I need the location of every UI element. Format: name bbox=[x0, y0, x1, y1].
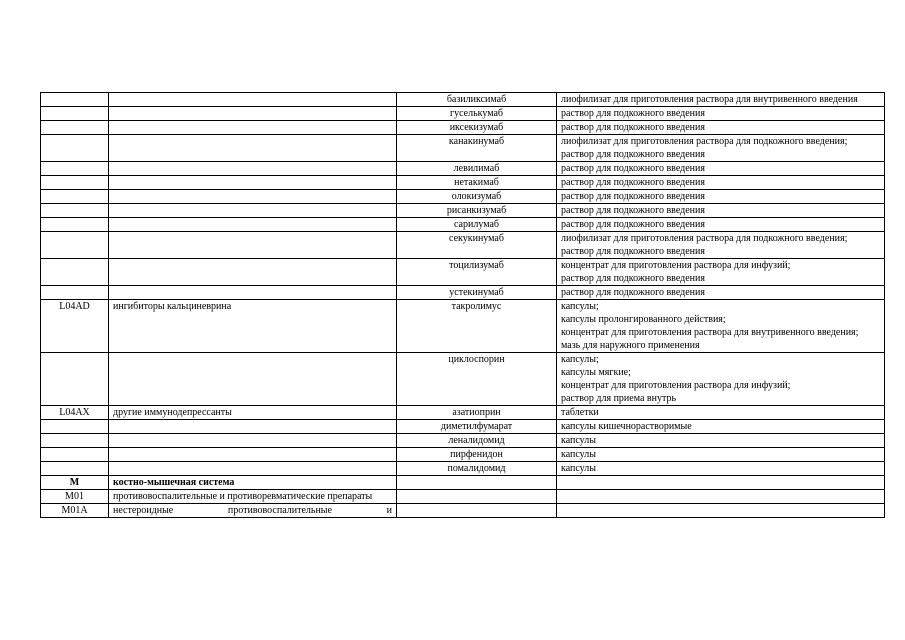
dosage-form-line: раствор для приема внутрь bbox=[561, 393, 677, 404]
dosage-form-line: концентрат для приготовления раствора для инфузий; bbox=[561, 260, 791, 271]
table-row bbox=[41, 204, 885, 218]
atc-code-cell: M bbox=[41, 476, 109, 490]
drug-name-cell: сарилумаб bbox=[397, 218, 557, 232]
dosage-form-line: капсулы пролонгированного действия; bbox=[561, 314, 726, 325]
drug-name-cell: олокизумаб bbox=[397, 190, 557, 204]
dosage-form-cell bbox=[557, 504, 885, 518]
atc-group-cell bbox=[109, 286, 397, 300]
table-row bbox=[41, 490, 885, 504]
dosage-form-line: таблетки bbox=[561, 407, 599, 418]
dosage-form-line: капсулы кишечнорастворимые bbox=[561, 421, 692, 432]
dosage-form-cell bbox=[557, 93, 885, 107]
table-row bbox=[41, 420, 885, 434]
dosage-form-line: лиофилизат для приготовления раствора для внутривенного введения bbox=[561, 94, 858, 105]
atc-code-cell bbox=[41, 190, 109, 204]
table-row bbox=[41, 353, 885, 406]
dosage-form-cell bbox=[557, 259, 885, 286]
dosage-form-line: раствор для подкожного введения bbox=[561, 163, 705, 174]
atc-code-cell: M01 bbox=[41, 490, 109, 504]
table-row bbox=[41, 190, 885, 204]
dosage-form-line: капсулы bbox=[561, 435, 596, 446]
table-row bbox=[41, 286, 885, 300]
drug-name-cell: левилимаб bbox=[397, 162, 557, 176]
dosage-form-cell bbox=[557, 448, 885, 462]
dosage-form-cell bbox=[557, 353, 885, 406]
atc-code-cell bbox=[41, 462, 109, 476]
table-row bbox=[41, 176, 885, 190]
atc-group-cell bbox=[109, 135, 397, 162]
drug-name-cell bbox=[397, 490, 557, 504]
atc-code-cell bbox=[41, 448, 109, 462]
dosage-form-line: капсулы мягкие; bbox=[561, 367, 631, 378]
atc-group-cell bbox=[109, 448, 397, 462]
dosage-form-line: капсулы; bbox=[561, 354, 599, 365]
table-row bbox=[41, 462, 885, 476]
drug-name-cell: иксекизумаб bbox=[397, 121, 557, 135]
table-row bbox=[41, 107, 885, 121]
atc-code-cell: L04AD bbox=[41, 300, 109, 353]
drug-name-cell bbox=[397, 476, 557, 490]
dosage-form-line: лиофилизат для приготовления раствора для подкожного введения; bbox=[561, 233, 848, 244]
atc-group-cell: костно-мышечная система bbox=[109, 476, 397, 490]
drug-name-cell: азатиоприн bbox=[397, 406, 557, 420]
table-row bbox=[41, 93, 885, 107]
drug-list-table bbox=[40, 92, 885, 518]
dosage-form-line: концентрат для приготовления раствора для внутривенного введения; bbox=[561, 327, 859, 338]
atc-code-cell bbox=[41, 93, 109, 107]
dosage-form-cell bbox=[557, 490, 885, 504]
atc-code-cell bbox=[41, 420, 109, 434]
atc-code-cell bbox=[41, 232, 109, 259]
table-row bbox=[41, 476, 885, 490]
dosage-form-line: раствор для подкожного введения bbox=[561, 246, 705, 257]
dosage-form-line: раствор для подкожного введения bbox=[561, 177, 705, 188]
atc-group-cell: другие иммунодепрессанты bbox=[109, 406, 397, 420]
dosage-form-line: капсулы bbox=[561, 463, 596, 474]
atc-group-cell bbox=[109, 259, 397, 286]
dosage-form-cell bbox=[557, 190, 885, 204]
atc-code-cell bbox=[41, 286, 109, 300]
dosage-form-cell bbox=[557, 406, 885, 420]
atc-group-cell bbox=[109, 462, 397, 476]
atc-group-cell bbox=[109, 232, 397, 259]
atc-group-cell: ингибиторы кальциневрина bbox=[109, 300, 397, 353]
dosage-form-line: лиофилизат для приготовления раствора для подкожного введения; bbox=[561, 136, 848, 147]
atc-group-cell bbox=[109, 204, 397, 218]
drug-name-cell: базиликсимаб bbox=[397, 93, 557, 107]
table-row bbox=[41, 259, 885, 286]
dosage-form-cell bbox=[557, 204, 885, 218]
table-body bbox=[41, 93, 885, 518]
dosage-form-cell bbox=[557, 162, 885, 176]
atc-group-cell bbox=[109, 218, 397, 232]
atc-code-cell bbox=[41, 162, 109, 176]
table-row bbox=[41, 448, 885, 462]
drug-name-cell: тоцилизумаб bbox=[397, 259, 557, 286]
drug-name-cell: гуселькумаб bbox=[397, 107, 557, 121]
atc-code-cell bbox=[41, 121, 109, 135]
drug-name-cell: леналидомид bbox=[397, 434, 557, 448]
dosage-form-line: раствор для подкожного введения bbox=[561, 191, 705, 202]
atc-code-cell bbox=[41, 259, 109, 286]
dosage-form-cell bbox=[557, 135, 885, 162]
dosage-form-cell bbox=[557, 176, 885, 190]
table-row bbox=[41, 232, 885, 259]
atc-group-cell: нестероидные противовоспалительные и bbox=[109, 504, 397, 518]
dosage-form-cell bbox=[557, 300, 885, 353]
dosage-form-cell bbox=[557, 121, 885, 135]
dosage-form-line: раствор для подкожного введения bbox=[561, 108, 705, 119]
atc-code-cell bbox=[41, 135, 109, 162]
dosage-form-line: капсулы bbox=[561, 449, 596, 460]
dosage-form-line: капсулы; bbox=[561, 301, 599, 312]
atc-group-cell: противовоспалительные и противоревматические препараты bbox=[109, 490, 397, 504]
table-row bbox=[41, 162, 885, 176]
dosage-form-line: раствор для подкожного введения bbox=[561, 219, 705, 230]
dosage-form-line: раствор для подкожного введения bbox=[561, 205, 705, 216]
table-row bbox=[41, 504, 885, 518]
atc-code-cell bbox=[41, 176, 109, 190]
atc-group-cell bbox=[109, 176, 397, 190]
table-row bbox=[41, 300, 885, 353]
drug-name-cell: канакинумаб bbox=[397, 135, 557, 162]
atc-code-cell bbox=[41, 353, 109, 406]
dosage-form-cell bbox=[557, 286, 885, 300]
atc-group-cell bbox=[109, 190, 397, 204]
atc-code-cell bbox=[41, 434, 109, 448]
table-row bbox=[41, 218, 885, 232]
atc-group-cell bbox=[109, 353, 397, 406]
dosage-form-line: раствор для подкожного введения bbox=[561, 122, 705, 133]
dosage-form-line: раствор для подкожного введения bbox=[561, 287, 705, 298]
drug-name-cell: такролимус bbox=[397, 300, 557, 353]
atc-code-cell bbox=[41, 218, 109, 232]
drug-name-cell bbox=[397, 504, 557, 518]
table-row bbox=[41, 135, 885, 162]
atc-group-cell bbox=[109, 420, 397, 434]
atc-group-cell bbox=[109, 162, 397, 176]
atc-group-cell bbox=[109, 107, 397, 121]
table-row bbox=[41, 434, 885, 448]
drug-name-cell: диметилфумарат bbox=[397, 420, 557, 434]
table-row bbox=[41, 406, 885, 420]
atc-code-cell bbox=[41, 204, 109, 218]
dosage-form-cell bbox=[557, 476, 885, 490]
drug-name-cell: нетакимаб bbox=[397, 176, 557, 190]
atc-group-cell bbox=[109, 434, 397, 448]
dosage-form-cell bbox=[557, 420, 885, 434]
atc-group-cell bbox=[109, 93, 397, 107]
dosage-form-cell bbox=[557, 107, 885, 121]
drug-name-cell: циклоспорин bbox=[397, 353, 557, 406]
dosage-form-line: раствор для подкожного введения bbox=[561, 149, 705, 160]
drug-name-cell: помалидомид bbox=[397, 462, 557, 476]
dosage-form-cell bbox=[557, 462, 885, 476]
dosage-form-cell bbox=[557, 232, 885, 259]
drug-name-cell: рисанкизумаб bbox=[397, 204, 557, 218]
dosage-form-line: концентрат для приготовления раствора для инфузий; bbox=[561, 380, 791, 391]
atc-code-cell bbox=[41, 107, 109, 121]
atc-code-cell: M01A bbox=[41, 504, 109, 518]
dosage-form-cell bbox=[557, 434, 885, 448]
dosage-form-line: мазь для наружного применения bbox=[561, 340, 700, 351]
atc-group-cell bbox=[109, 121, 397, 135]
drug-name-cell: устекинумаб bbox=[397, 286, 557, 300]
atc-code-cell: L04AX bbox=[41, 406, 109, 420]
drug-name-cell: секукинумаб bbox=[397, 232, 557, 259]
dosage-form-line: раствор для подкожного введения bbox=[561, 273, 705, 284]
table-row bbox=[41, 121, 885, 135]
drug-name-cell: пирфенидон bbox=[397, 448, 557, 462]
dosage-form-cell bbox=[557, 218, 885, 232]
